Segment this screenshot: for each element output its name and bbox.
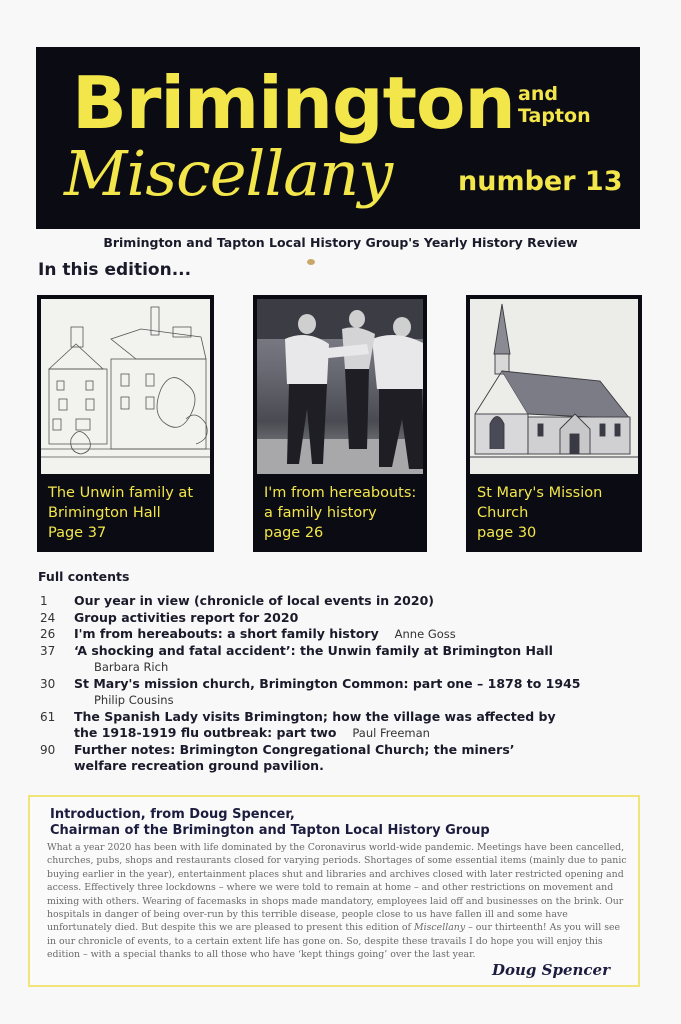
feature-caption-line: The Unwin family at (48, 485, 193, 501)
feature-page: page 30 (477, 525, 537, 541)
feature-caption (477, 483, 635, 543)
contents-author: Philip Cousins (94, 693, 174, 707)
feature-panel-st-marys[interactable] (466, 295, 642, 552)
feature-caption-line: Brimington Hall (48, 505, 161, 521)
contents-item[interactable] (40, 593, 640, 610)
contents-author: Paul Freeman (352, 726, 430, 740)
masthead-title-brimington: Brimington (72, 61, 515, 145)
introduction-text: – our thirteenth! As you will see in our chronicle of events, to a certain extent life has gone on. So, despite these travails I do hope you will enjoy this edition – with a special thanks to all those who have ‘kept things going’ over the last year. (47, 922, 621, 961)
feature-caption-line: I'm from hereabouts: (264, 485, 417, 501)
boxing-photo-drawing (257, 299, 423, 474)
church-drawing (470, 299, 638, 474)
signature: Doug Spencer (492, 961, 610, 979)
masthead-title-miscellany: Miscellany (64, 137, 393, 210)
masthead-banner (36, 47, 640, 229)
contents-page-number: 1 (40, 594, 48, 608)
contents-title: St Mary's mission church, Brimington Common: part one – 1878 to 1945 (74, 675, 581, 691)
paper-stain (307, 259, 315, 265)
masthead-and: and (518, 83, 558, 105)
contents-page-number: 90 (40, 742, 56, 757)
feature-panel-unwin[interactable] (37, 295, 214, 552)
contents-item[interactable] (40, 610, 640, 627)
contents-title: The Spanish Lady visits Brimington; how the village was affected by the 1918-1919 flu outbreak: part two (74, 708, 556, 740)
introduction-text: What a year 2020 has been with life dominated by the Coronavirus world-wide pandemic. Meetings have been cancelled, churches, pubs, shops and restaurants closed for varying periods. Shortages of some essential items (mainly due to panic buying earlier in the year), entertainment places shut and libraries and archives closed with later restricted opening and access. Effectively three lockdowns – where we were told to remain at home – and other restrictions on movement and mixing with others. Wearing of facemasks in shops made mandatory, employees laid off and businesses on the brink. Our hospitals in danger of being over-run by this terrible disease, people close to us have fallen ill and some have unfortunately died. But despite this we are pleased to present this edition of (47, 842, 627, 934)
masthead-tapton: Tapton (518, 105, 591, 127)
contents-page-number: 24 (40, 610, 56, 625)
contents-page-number: 61 (40, 709, 56, 724)
introduction-box (28, 795, 640, 987)
contents-author: Barbara Rich (94, 660, 169, 674)
contents-item[interactable] (40, 626, 640, 643)
edition-heading: In this edition... (38, 260, 192, 280)
contents-title: Further notes: Brimington Congregational Church; the miners’ welfare recreation ground pavilion. (74, 741, 515, 773)
church-drawing-image (470, 299, 638, 474)
introduction-heading (50, 807, 490, 839)
hall-sketch-drawing (41, 299, 210, 474)
subtitle: Brimington and Tapton Local History Group's Yearly History Review (103, 235, 578, 250)
contents-title: Our year in view (chronicle of local events in 2020) (74, 593, 434, 608)
introduction-heading-line1: Introduction, from Doug Spencer, (50, 807, 295, 822)
contents-item[interactable] (40, 643, 640, 676)
feature-caption-line: a family history (264, 505, 377, 521)
contents-heading: Full contents (38, 569, 130, 584)
feature-caption-line: Church (477, 505, 529, 521)
contents-author: Anne Goss (394, 627, 456, 641)
contents-page-number: 26 (40, 627, 56, 641)
contents-item[interactable] (40, 742, 640, 775)
contents-title: ‘A shocking and fatal accident’: the Unwin family at Brimington Hall (74, 642, 553, 658)
contents-page-number: 30 (40, 676, 56, 691)
feature-caption (48, 483, 207, 543)
introduction-italic-title: Miscellany (414, 922, 466, 934)
feature-caption (264, 483, 420, 543)
hall-sketch-image (41, 299, 210, 474)
contents-title: Group activities report for 2020 (74, 609, 299, 625)
feature-caption-line: St Mary's Mission (477, 485, 603, 501)
contents-page-number: 37 (40, 643, 56, 658)
feature-page: page 26 (264, 525, 324, 541)
feature-panel-hereabouts[interactable] (253, 295, 427, 552)
feature-page: Page 37 (48, 525, 107, 541)
boxing-photo-image (257, 299, 423, 474)
masthead-and-tapton (518, 83, 591, 127)
contents-item[interactable] (40, 709, 640, 742)
contents-list (40, 593, 640, 775)
introduction-heading-line2: Chairman of the Brimington and Tapton Local History Group (50, 823, 490, 838)
contents-item[interactable] (40, 676, 640, 709)
introduction-body (47, 841, 627, 962)
contents-title: I'm from hereabouts: a short family history (74, 626, 379, 641)
issue-number: number 13 (458, 166, 623, 197)
